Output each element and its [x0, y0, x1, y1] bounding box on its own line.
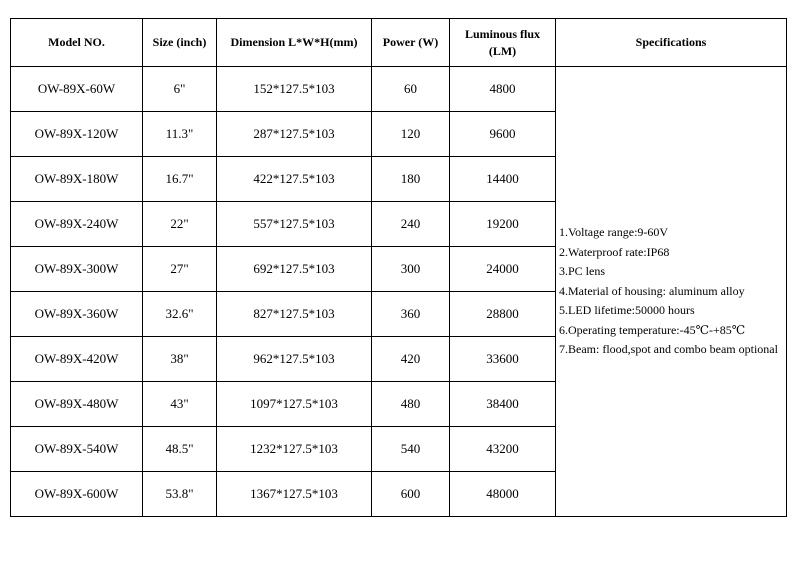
spec-line: 6.Operating temperature:-45℃-+85℃: [559, 322, 746, 337]
cell-model: OW-89X-120W: [11, 112, 143, 157]
cell-power: 240: [372, 202, 450, 247]
cell-dimension: 827*127.5*103: [217, 292, 372, 337]
cell-dimension: 152*127.5*103: [217, 67, 372, 112]
header-flux-line1: Luminous flux: [464, 26, 541, 41]
cell-flux: 28800: [450, 292, 556, 337]
cell-power: 360: [372, 292, 450, 337]
spec-line: 1.Voltage range:9-60V: [559, 225, 669, 240]
cell-size: 11.3": [143, 112, 217, 157]
cell-size: 6": [143, 67, 217, 112]
header-dimension: Dimension L*W*H(mm): [217, 19, 372, 67]
cell-model: OW-89X-180W: [11, 157, 143, 202]
cell-size: 53.8": [143, 472, 217, 517]
cell-size: 27": [143, 247, 217, 292]
cell-size: 48.5": [143, 427, 217, 472]
cell-power: 600: [372, 472, 450, 517]
cell-dimension: 1367*127.5*103: [217, 472, 372, 517]
header-specifications: Specifications: [556, 19, 787, 67]
spec-line: 7.Beam: flood,spot and combo beam optional: [559, 342, 778, 357]
cell-power: 540: [372, 427, 450, 472]
cell-model: OW-89X-360W: [11, 292, 143, 337]
header-power: Power (W): [372, 19, 450, 67]
cell-flux: 14400: [450, 157, 556, 202]
header-flux: [450, 19, 556, 67]
cell-flux: 4800: [450, 67, 556, 112]
cell-size: 22": [143, 202, 217, 247]
table-row: [11, 67, 787, 112]
cell-model: OW-89X-480W: [11, 382, 143, 427]
cell-power: 60: [372, 67, 450, 112]
cell-model: OW-89X-600W: [11, 472, 143, 517]
cell-size: 38": [143, 337, 217, 382]
cell-dimension: 287*127.5*103: [217, 112, 372, 157]
spec-line: 2.Waterproof rate:IP68: [559, 244, 670, 259]
cell-flux: 24000: [450, 247, 556, 292]
spec-line: 5.LED lifetime:50000 hours: [559, 303, 695, 318]
cell-power: 480: [372, 382, 450, 427]
cell-size: 16.7": [143, 157, 217, 202]
cell-dimension: 1232*127.5*103: [217, 427, 372, 472]
cell-size: 43": [143, 382, 217, 427]
header-flux-line2: (LM): [488, 43, 517, 58]
cell-flux: 48000: [450, 472, 556, 517]
cell-model: OW-89X-60W: [11, 67, 143, 112]
cell-dimension: 1097*127.5*103: [217, 382, 372, 427]
cell-flux: 33600: [450, 337, 556, 382]
cell-power: 300: [372, 247, 450, 292]
header-size: Size (inch): [143, 19, 217, 67]
cell-model: OW-89X-300W: [11, 247, 143, 292]
cell-dimension: 692*127.5*103: [217, 247, 372, 292]
header-row: [11, 19, 787, 67]
cell-model: OW-89X-540W: [11, 427, 143, 472]
header-model: Model NO.: [11, 19, 143, 67]
cell-flux: 43200: [450, 427, 556, 472]
cell-flux: 38400: [450, 382, 556, 427]
spec-line: 4.Material of housing: aluminum alloy: [559, 283, 745, 298]
cell-model: OW-89X-240W: [11, 202, 143, 247]
specifications-cell: [556, 67, 787, 517]
cell-power: 120: [372, 112, 450, 157]
cell-dimension: 422*127.5*103: [217, 157, 372, 202]
cell-model: OW-89X-420W: [11, 337, 143, 382]
cell-dimension: 557*127.5*103: [217, 202, 372, 247]
cell-dimension: 962*127.5*103: [217, 337, 372, 382]
spec-table: [10, 18, 787, 517]
spec-line: 3.PC lens: [559, 264, 606, 279]
cell-power: 180: [372, 157, 450, 202]
cell-flux: 9600: [450, 112, 556, 157]
cell-flux: 19200: [450, 202, 556, 247]
cell-power: 420: [372, 337, 450, 382]
cell-size: 32.6": [143, 292, 217, 337]
